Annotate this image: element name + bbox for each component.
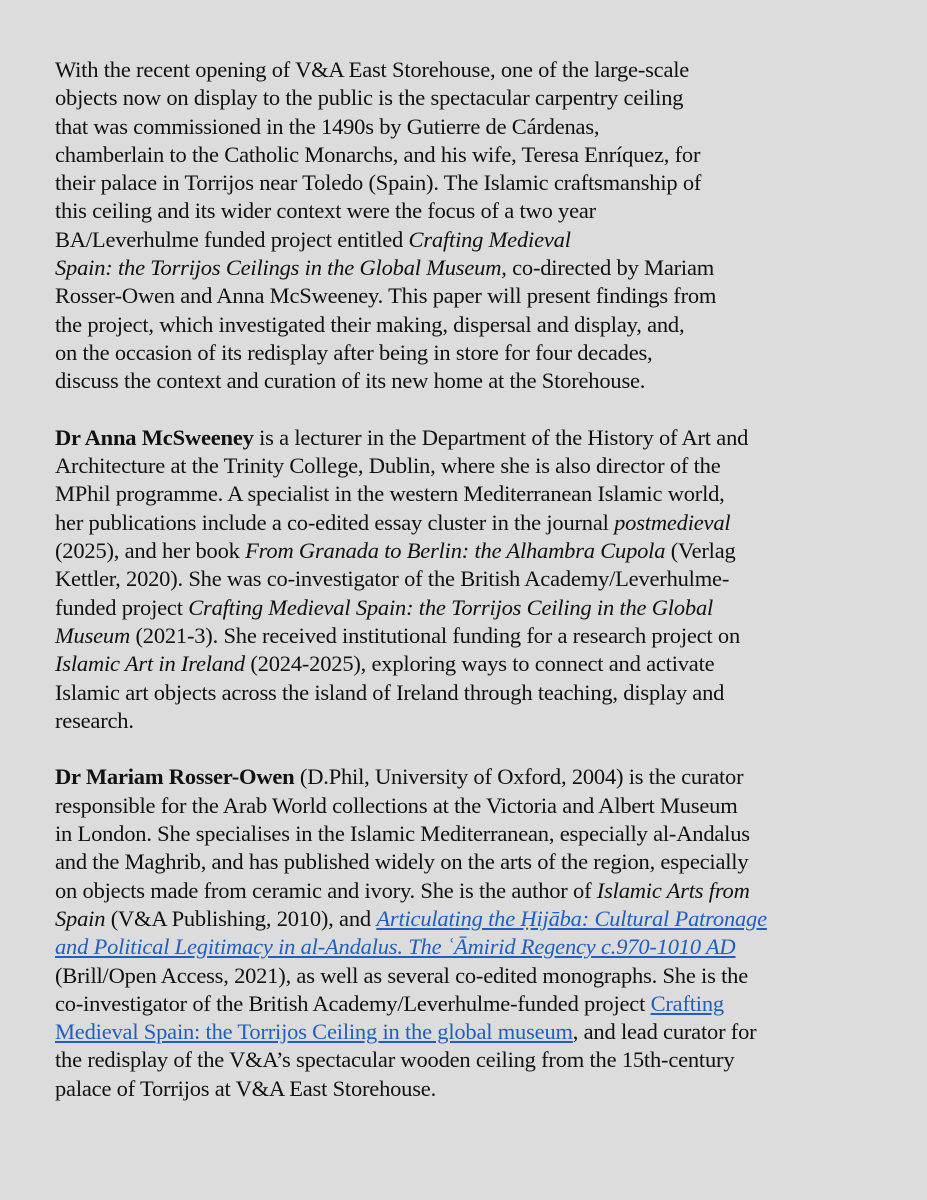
text-run: co-directed by Mariam	[506, 255, 715, 281]
text-line	[55, 933, 875, 961]
italic-title: Spain	[55, 905, 106, 931]
text-run: BA/Leverhulme funded project entitled	[55, 226, 409, 252]
text-line	[55, 565, 875, 593]
text-line	[55, 509, 875, 537]
text-line	[55, 480, 875, 508]
publication-link[interactable]: Medieval Spain: the Torrijos Ceiling in the global museum	[55, 1019, 573, 1045]
text-run: (Brill/Open Access, 2021), as well as several co-edited monographs. She is the	[55, 962, 748, 988]
text-line	[55, 763, 875, 791]
bio-anna-mcsweeney	[55, 424, 875, 735]
publication-link[interactable]: and Political Legitimacy in al-Andalus. The ʿĀmirid Regency c.970-1010 AD	[55, 934, 736, 960]
text-line	[55, 792, 875, 820]
text-line	[55, 905, 875, 933]
text-run: the project, which investigated their making, dispersal and display, and,	[55, 311, 685, 337]
text-run: chamberlain to the Catholic Monarchs, and his wife, Teresa Enríquez, for	[55, 141, 701, 167]
text-run: discuss the context and curation of its new home at the Storehouse.	[55, 368, 646, 394]
italic-title: Spain: the Torrijos Ceilings in the Global Museum,	[55, 255, 507, 281]
text-line	[55, 1018, 875, 1046]
text-run: objects now on display to the public is the spectacular carpentry ceiling	[55, 85, 684, 111]
text-line	[55, 537, 875, 565]
text-run: research.	[55, 707, 134, 733]
text-line	[55, 424, 875, 452]
text-run: on the occasion of its redisplay after being in store for four decades,	[55, 339, 653, 365]
italic-title: Crafting Medieval	[408, 226, 571, 252]
text-run: is a lecturer in the Department of the History of Art and	[253, 424, 749, 450]
bio-mariam-rosser-owen	[55, 763, 875, 1103]
text-run: , and lead curator for	[572, 1019, 757, 1045]
italic-title: From Granada to Berlin: the Alhambra Cupola	[245, 538, 666, 564]
text-run: the redisplay of the V&A’s spectacular wooden ceiling from the 15th-century	[55, 1047, 735, 1073]
text-line	[55, 1075, 875, 1103]
text-line	[55, 113, 875, 141]
text-run: this ceiling and its wider context were the focus of a two year	[55, 198, 596, 224]
italic-title: Museum	[55, 622, 131, 648]
text-line	[55, 282, 875, 310]
text-line	[55, 877, 875, 905]
text-run: Islamic art objects across the island of Ireland through teaching, display and	[55, 679, 725, 705]
text-run: With the recent opening of V&A East Storehouse, one of the large-scale	[55, 57, 690, 82]
text-line	[55, 84, 875, 112]
text-run: her publications include a co-edited essay cluster in the journal	[55, 509, 615, 535]
text-run: that was commissioned in the 1490s by Gutierre de Cárdenas,	[55, 113, 600, 139]
text-run: co-investigator of the British Academy/Leverhulme-funded project	[55, 990, 651, 1016]
text-run: Architecture at the Trinity College, Dublin, where she is also director of the	[55, 453, 721, 479]
text-line	[55, 141, 875, 169]
text-line	[55, 367, 875, 395]
author-name: Dr Anna McSweeney	[55, 424, 254, 450]
author-name: Dr Mariam Rosser-Owen	[55, 764, 295, 790]
text-line	[55, 707, 875, 735]
text-line	[55, 848, 875, 876]
text-line	[55, 622, 875, 650]
text-line	[55, 594, 875, 622]
text-run: (V&A Publishing, 2010), and	[105, 905, 377, 931]
text-run: (Verlag	[665, 538, 736, 564]
text-run: funded project	[55, 594, 189, 620]
text-run: (D.Phil, University of Oxford, 2004) is the curator	[294, 764, 744, 790]
text-run: (2025), and her book	[55, 538, 246, 564]
abstract-paragraph	[55, 56, 875, 396]
text-line	[55, 254, 875, 282]
text-run: (2024-2025), exploring ways to connect and activate	[244, 651, 715, 677]
text-line	[55, 311, 875, 339]
text-line	[55, 169, 875, 197]
text-run: palace of Torrijos at V&A East Storehouse.	[55, 1075, 436, 1101]
text-run: (2021-3). She received institutional funding for a research project on	[130, 622, 741, 648]
text-line	[55, 650, 875, 678]
text-run: Kettler, 2020). She was co-investigator of the British Academy/Leverhulme-	[55, 566, 730, 592]
text-run: Rosser-Owen and Anna McSweeney. This paper will present findings from	[55, 283, 717, 309]
text-line	[55, 197, 875, 225]
text-line	[55, 962, 875, 990]
text-run: on objects made from ceramic and ivory. She is the author of	[55, 877, 597, 903]
text-run: MPhil programme. A specialist in the western Mediterranean Islamic world,	[55, 481, 725, 507]
italic-title: Crafting Medieval Spain: the Torrijos Ceiling in the Global	[188, 594, 714, 620]
italic-title: postmedieval	[614, 509, 731, 535]
text-line	[55, 820, 875, 848]
text-line	[55, 56, 875, 84]
italic-title: Islamic Art in Ireland	[55, 651, 245, 677]
text-run: in London. She specialises in the Islamic Mediterranean, especially al-Andalus	[55, 821, 750, 847]
text-run: their palace in Torrijos near Toledo (Spain). The Islamic craftsmanship of	[55, 170, 702, 196]
document-page	[55, 56, 875, 1131]
text-run: responsible for the Arab World collections at the Victoria and Albert Museum	[55, 792, 738, 818]
text-line	[55, 1046, 875, 1074]
text-line	[55, 990, 875, 1018]
italic-title: Islamic Arts from	[596, 877, 750, 903]
text-line	[55, 339, 875, 367]
text-line	[55, 679, 875, 707]
text-line	[55, 226, 875, 254]
text-line	[55, 452, 875, 480]
publication-link[interactable]: Articulating the Ḥijāba: Cultural Patronage	[376, 905, 767, 931]
text-run: and the Maghrib, and has published widely on the arts of the region, especially	[55, 849, 749, 875]
publication-link[interactable]: Crafting	[650, 990, 724, 1016]
